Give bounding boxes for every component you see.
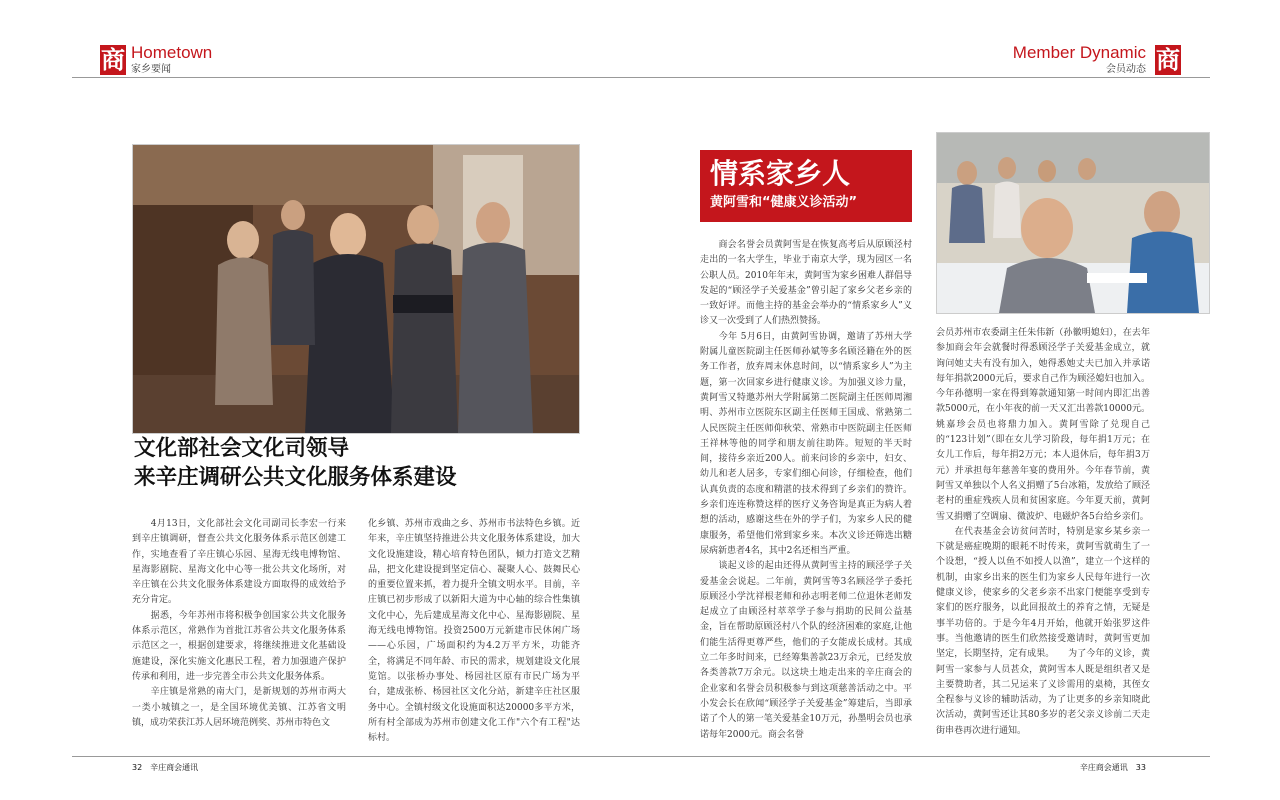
right-article-banner bbox=[700, 150, 912, 222]
left-footer-page: 32 辛庄商会通讯 bbox=[132, 763, 199, 772]
officials-visit-photo bbox=[133, 145, 579, 433]
left-header-rule bbox=[72, 77, 642, 78]
right-article-col2: 会员苏州市农委副主任朱伟新（孙徽明媳妇），在去年参加商会年会就餐时得悉顾泾学子关爱基金成立，就询问她丈夫有没有加入，她得悉她丈夫已加入并承诺每年捐款2000元后，要求自己作为顾泾媳妇也加入。今年孙德明一家在得到筹款通知第一时间内即汇出善款5000元，在小年夜的前一天又汇出善款10000元。姚嘉珍会员也将鼎力加入。黄阿雪除了兑现自己的“123计划”（即在女儿学习阶段，每年捐1万元；在女儿工作后，每年捐2万元；本人退休后，每年捐3万元）并承担每年慈善年宴的费用外。今年春节前，黄阿雪又单独以个人名义捐赠了5台冰箱，发放给了顾泾老村的重症残疾人员和贫困家庭。今年夏天前，黄阿雪又捐赠了空调扇、微波炉、电磁炉各5台给乡亲们。 在代表基金会访贫问苦时，特别是家乡某乡亲一下就是癌症晚期的眼耗不时传来，黄阿雪就萌生了一个设想，“授人以鱼不如授人以渔”，建立一个这样的机制，由家乡出来的医生们为家乡人民每年进行一次健康义诊，使家乡的父老乡亲不出家门便能享受到专家们的医疗服务，以此回报故土的养育之情，无疑是事半功倍的。于是今年4月开始，他就开始张罗这件事。当他邀请的医生们欣然接受邀请时，黄阿雪更加坚定，长期坚持，定有成果。 为了今年的义诊，黄阿雪一家参与人员甚众，黄阿雪本人既是组织者又是主要赞助者，其二兄运来了义诊需用的桌椅，其侄女全程参与义诊的辅助活动，为了让更多的乡亲知晓此次活动，黄阿雪还让其80多岁的老父亲义诊前二天走街串巷再次进行通知。 bbox=[936, 328, 1150, 736]
left-article-col1: 4月13日，文化部社会文化司副司长李宏一行来到辛庄镇调研，督查公共文化服务体系示范区创建工作，实地查看了辛庄镇心乐园、星海无线电博物馆、星海影剧院、星海文化中心等一批公共文化场所，对辛庄镇在公共文化服务体系建设方面取得的成效给予充分肯定。 据悉，今年苏州市将积极争创国家公共文化服务体系示范区，常熟作为首批江苏省公共文化服务体系示范区之一，根据创建要求，将继续推进文化基础设施建设，深化实施文化惠民工程，着力加强遗产保护传承和利用，进一步完善全市公共文化服务体系。 辛庄镇是常熟的南大门，是新规划的苏州市两大一类小城镇之一，是全国环境优美镇、江苏省文明镇，成功荣获江苏人居环境范例奖、苏州市特色文 bbox=[132, 519, 346, 728]
left-article-col2: 化乡镇、苏州市戏曲之乡、苏州市书法特色乡镇。近年来，辛庄镇坚持推进公共文化服务体系建设，加大文化设施建设，精心培育特色团队，倾力打造文艺精品，把文化建设提到坚定信心、凝聚人心、鼓舞民心的重要位置来抓，着力提升全镇文明水平。目前，辛庄镇已初步形成了以新阳大道为中心轴的综合性集镇文化中心，先后建成星海文化中心、星海影剧院、星海无线电博物馆。投资2500万元新建市民休闲广场——心乐园，广场面积约为4.2万平方米，功能齐全，将满足不同年龄、市民的需求，规划建设文化展览馆。以张桥办事处、杨园社区原有市民广场为平台，建成张桥、杨园社区文化分站，新建辛庄社区服务中心。全镇村级文化设施面积达20000多平方米，所有村全部成为苏州市创建文化工作"六个有工程"达标村。 bbox=[368, 519, 580, 744]
left-section-title-en: Hometown bbox=[131, 43, 213, 62]
right-section-title-cn: 会员动态 bbox=[1106, 64, 1146, 75]
left-news-photo bbox=[132, 144, 580, 434]
left-footer-rule bbox=[72, 756, 642, 757]
left-headline-line2: 来辛庄调研公共文化服务体系建设 bbox=[134, 465, 457, 490]
right-section-title-en: Member Dynamic bbox=[1012, 43, 1146, 62]
right-clinic-photo bbox=[936, 132, 1210, 314]
banner-title: 情系家乡人 bbox=[710, 157, 851, 190]
right-article-col1: 商会名誉会员黄阿雪是在恢复高考后从原顾泾村走出的一名大学生，毕业于南京大学，现为园区一名公职人员。2010年年末，黄阿雪为家乡困难人群倡导发起的“顾泾学子关爱基金”曾引起了家乡父老乡亲的一致好评。而他主持的基金会举办的“情系家乡人”义诊又一次受到了人们热烈赞扬。 今年 5月6日，由黄阿雪协调，邀请了苏州大学附属儿童医院副主任医师孙斌等多名顾泾籍在外的医务工作者，放弃周末休息时间，以“情系家乡人”为主题，第一次回家乡进行健康义诊。为加强义诊力量，黄阿雪又特邀苏州大学附属第二医院副主任医师周湘明、苏州市立医院东区副主任医师王国成、常熟第二人民医院主任医师仰秋荣、常熟市中医院副主任医师王祥林等他的同学和朋友前往助阵。短短的半天时间，接待乡亲近200人。前来问诊的乡亲中，妇女、幼儿和老人居多，专家们细心问诊，仔细检查，他们认真负责的态度和精湛的技术得到了乡亲们的赞许。乡亲们连连称赞这样的医疗义务咨询是真正为病人着想的活动，感谢这些在外的学子们，为家乡人民的健康服务，希望他们常到家乡来。本次义诊还筛选出糖尿病新患者4名，其中2名还相当严重。 谈起义诊的起由还得从黄阿雪主持的顾泾学子关爱基金会说起。二年前，黄阿雪等3名顾泾学子委托原顾泾小学沈祥根老师和孙志明老师二位退休老师发起成立了由顾泾村萃萃学子参与捐助的民间公益基金，旨在帮助原顾泾村八个队的经济困难的家庭,让他们能生活得更尊严些，他们的子女能成长成材。其成立二年多时间来，已经筹集善款23万余元，已经发放各类善款7万余元。以这块土地走出来的辛庄商会的企业家和名誉会员积极参与到这项慈善活动之中。平小发会长在欣闻“顾泾学子关爱基金”筹建后，当即承诺了个人的第一笔关爱基金10万元，孙墨明会员也承诺每年2000元。商会名誉 bbox=[700, 240, 912, 740]
left-section-title-cn: 家乡要闻 bbox=[131, 64, 171, 75]
banner-subtitle: 黄阿雪和“健康义诊活动” bbox=[710, 195, 858, 210]
right-footer-rule bbox=[640, 756, 1210, 757]
left-headline-line1: 文化部社会文化司领导 bbox=[134, 436, 350, 461]
right-footer-page: 辛庄商会通讯 33 bbox=[1079, 763, 1146, 772]
left-section-logo: 商 bbox=[101, 45, 125, 74]
health-clinic-photo bbox=[937, 133, 1209, 313]
right-section-logo: 商 bbox=[1156, 45, 1180, 74]
right-header-rule bbox=[640, 77, 1210, 78]
